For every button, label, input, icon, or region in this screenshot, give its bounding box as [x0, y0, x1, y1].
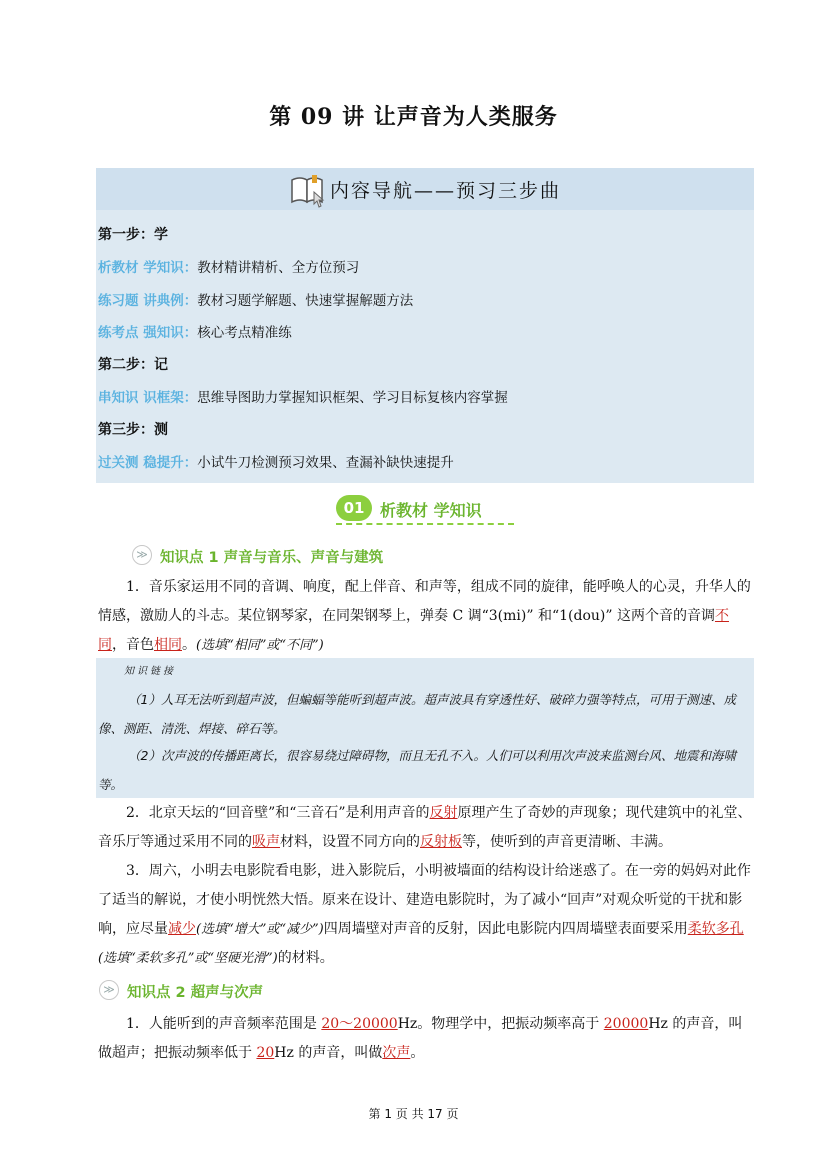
kp1-q2-text-a: 2．北京天坛的“回音壁”和“三音石”是利用声音的: [126, 805, 430, 821]
nav-line-4-text: 思维导图助力掌握知识框架、学习目标复核内容掌握: [197, 390, 508, 406]
kp2-q1-text-c: Hz 的声音，叫做超声；把振动频率低于: [98, 1016, 743, 1061]
nav-line-4: [98, 386, 508, 406]
nav-line-5: [98, 451, 454, 471]
kp1-q2-text-d: 等，使听到的声音更清晰、丰满。: [462, 834, 672, 850]
knowledge-link-1-text: （1）人耳无法听到超声波，但蝙蝠等能听到超声波。超声波具有穿透性好、破碎力强等特点，可用于测速、成像、测距、清洗、焊接、碎石等。: [98, 692, 736, 736]
kp1-q1-answer-2: 相同: [154, 637, 182, 653]
nav-line-5-text: 小试牛刀检测预习效果、查漏补缺快速提升: [197, 455, 454, 471]
section-title: 析教材 学知识: [380, 501, 482, 520]
kp1-q1-text-b: ，音色: [112, 637, 154, 653]
kp2-q1-answer-3: 20: [256, 1045, 275, 1061]
kp2-q1-answer-2: 20000: [603, 1016, 649, 1032]
kp2-q1-answer-4: 次声: [382, 1045, 411, 1061]
kp2-question-1: [98, 1010, 754, 1068]
nav-line-4-keyword: 串知识 识框架：: [98, 390, 198, 406]
kp2-q1-text-e: 。: [410, 1045, 425, 1061]
nav-line-2: [98, 289, 413, 309]
nav-line-1-keyword: 析教材 学知识：: [98, 260, 198, 276]
step-2-heading: 第二步：记: [98, 357, 168, 373]
section-divider: [336, 523, 514, 525]
kp1-q3-text-a: 3．周六，小明去电影院看电影，进入影院后，小明被墙面的结构设计给迷惑了。在一旁的妈妈对此作了适当的解说，才使小明恍然大悟。原来在设计、建造电影院时，为了减小“回声”对观众听觉的干扰和影响，应尽量: [98, 863, 751, 937]
kp1-q2-text-b: 原理产生了奇妙的声现象；现代建筑中的礼堂、音乐厅等通过采用不同的: [98, 805, 752, 850]
knowledge-link-2: [98, 741, 748, 799]
nav-line-3: [98, 321, 292, 341]
kp1-q2-answer-2: 吸声: [252, 834, 280, 850]
kp1-q3-hint-2: (选填“柔软多孔”或“坚硬光滑”): [98, 951, 278, 966]
nav-line-2-keyword: 练习题 讲典例：: [98, 293, 198, 309]
nav-line-2-text: 教材习题学解题、快速掌握解题方法: [197, 293, 414, 309]
knowledge-point-1-title: 知识点 1 声音与音乐、声音与建筑: [160, 550, 384, 566]
knowledge-link-2-text: （2）次声波的传播距离长，很容易绕过障碍物，而且无孔不入。人们可以利用次声波来监测台风、地震和海啸等。: [98, 748, 736, 792]
kp2-q1-answer-1: 20～20000: [321, 1016, 398, 1032]
page-footer: 第 1 页 共 17 页: [368, 1107, 459, 1121]
kp1-q2-answer-3: 反射板: [420, 834, 462, 850]
kp1-q1-answer-1: 不同: [98, 608, 729, 653]
double-chevron-icon: ≫: [132, 545, 152, 565]
step-3-heading: 第三步：测: [98, 422, 168, 438]
kp1-question-2: [98, 799, 754, 857]
kp1-question-1: [98, 573, 754, 660]
knowledge-link-1: [98, 685, 748, 743]
knowledge-point-2-title: 知识点 2 超声与次声: [127, 985, 264, 1001]
kp1-question-3: [98, 857, 754, 973]
step-1-heading: 第一步：学: [98, 227, 168, 243]
section-badge: 01: [336, 495, 372, 521]
nav-line-1: [98, 256, 359, 276]
kp1-q3-answer-1: 减少: [168, 921, 196, 937]
kp1-q1-text-c: 。: [182, 637, 196, 653]
book-pointer-icon: [288, 170, 328, 214]
kp2-q1-text-d: Hz 的声音，叫做: [274, 1045, 383, 1061]
kp1-q1-hint: (选填“相同”或“不同”): [196, 638, 324, 653]
nav-line-3-keyword: 练考点 强知识：: [98, 325, 198, 341]
kp1-q3-text-c: 的材料。: [277, 950, 334, 966]
nav-line-3-text: 核心考点精准练: [197, 325, 292, 341]
kp1-q3-text-b: 四周墙壁对声音的反射，因此电影院内四周墙壁表面要采用: [323, 921, 688, 937]
nav-title: 内容导航——预习三步曲: [330, 180, 562, 202]
nav-line-5-keyword: 过关测 稳提升：: [98, 455, 198, 471]
kp1-q3-hint-1: (选填“增大”或“减少”): [196, 922, 324, 937]
kp1-q2-text-c: 材料，设置不同方向的: [280, 834, 420, 850]
knowledge-link-label: 知识链接: [124, 666, 176, 677]
kp1-q2-answer-1: 反射: [429, 805, 458, 821]
nav-line-1-text: 教材精讲精析、全方位预习: [197, 260, 360, 276]
kp1-q1-text-a: 1．音乐家运用不同的音调、响度，配上伴音、和声等，组成不同的旋律，能呼唤人的心灵，升华人的情感，激励人的斗志。某位钢琴家，在同架钢琴上，弹奏 C 调“3(mi)” 和“1(dou)” 这两个音的音调: [98, 579, 751, 624]
page-title: 第 09 讲 让声音为人类服务: [269, 104, 558, 130]
double-chevron-icon: ≫: [99, 980, 119, 1000]
kp2-q1-text-a: 1．人能听到的声音频率范围是: [126, 1016, 322, 1032]
kp2-q1-text-b: Hz。物理学中，把振动频率高于: [397, 1016, 604, 1032]
kp1-q3-answer-2: 柔软多孔: [687, 921, 744, 937]
